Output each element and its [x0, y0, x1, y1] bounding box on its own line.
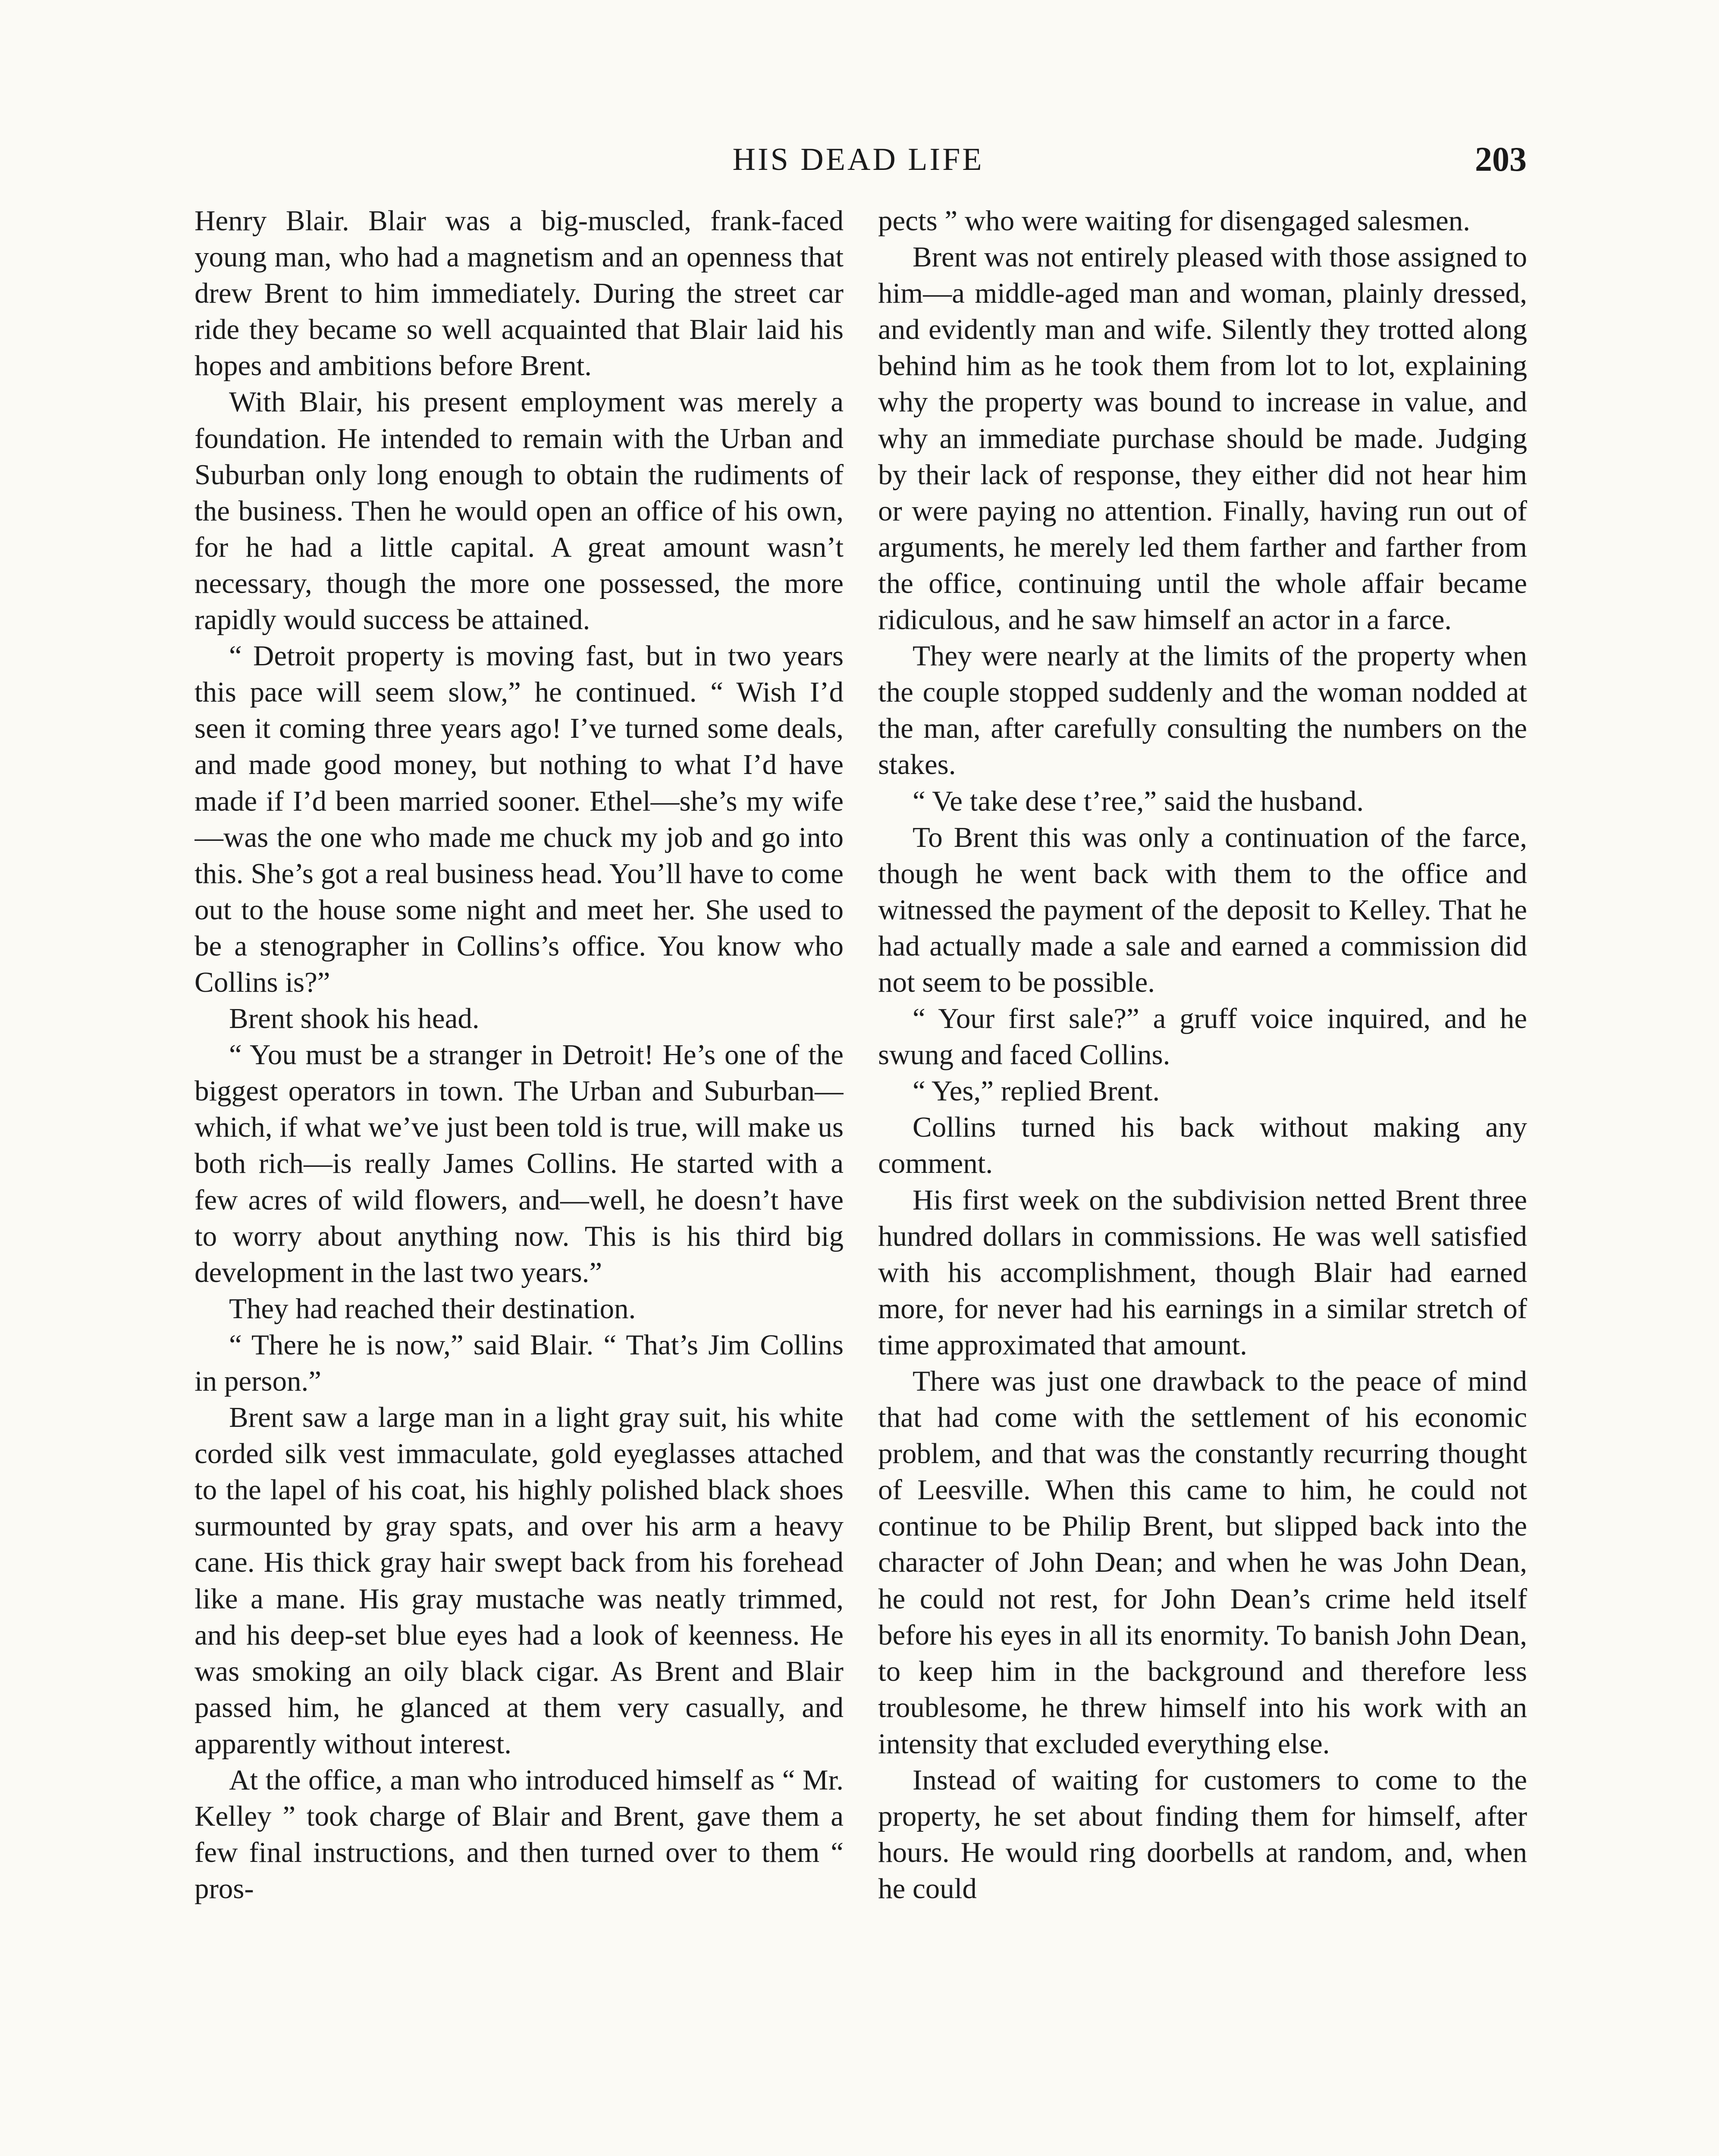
paragraph: “ Yes,” replied Brent. [913, 1075, 1160, 1107]
paragraph: Brent saw a large man in a light gray suit, his white corded silk vest immaculate, gold eyeglasses attached to the lapel of his coat, his highly polished black shoes surmounted by gray spats, and over his arm a heavy cane. His thick gray hair swept back from his forehead like a mane. His gray mustache was neatly trimmed, and his deep-set blue eyes had a look of keenness. He was smoking an oily black cigar. As Brent and Blair passed him, he glanced at them very casually, and apparently without interest. [194, 1401, 844, 1760]
paragraph: They had reached their destination. [229, 1292, 636, 1325]
running-head [190, 138, 1527, 185]
paragraph: “ Detroit property is moving fast, but in two years this pace will seem slow,” he continued. “ Wish I’d seen it coming three years ago! I’ve turned some deals, and made good money, but nothing to what I’d have made if I’d been married sooner. Ethel—she’s my wife—was the one who made me chuck my job and go into this. She’s got a real business head. You’ll have to come out to the house some night and meet her. She used to be a stenographer in Collins’s office. You know who Collins is?” [194, 640, 844, 998]
right-column [878, 203, 1527, 2156]
paragraph: There was just one drawback to the peace of mind that had come with the settlement of his economic problem, and that was the constantly recurring thought of Leesville. When this came to him, he could not continue to be Philip Brent, but slipped back into the character of John Dean; and when he was John Dean, he could not rest, for John Dean’s crime held itself before his eyes in all its enormity. To banish John Dean, to keep him in the background and therefore less troublesome, he threw himself into his work with an intensity that excluded everything else. [878, 1365, 1527, 1760]
page-number: 203 [1475, 141, 1527, 179]
left-column [194, 203, 844, 2156]
paragraph: Brent shook his head. [229, 1003, 480, 1035]
paragraph: “ There he is now,” said Blair. “ That’s Jim Collins in person.” [194, 1329, 844, 1397]
paragraph: Brent was not entirely pleased with those assigned to him—a middle-aged man and woman, plainly dressed, and evidently man and wife. Silently they trotted along behind him as he took them from lot to lot, explaining why the property was bound to increase in value, and why an immediate purchase should be made. Judging by their lack of response, they either did not hear him or were paying no attention. Finally, having run out of arguments, he merely led them farther and farther from the office, continuing until the whole affair became ridiculous, and he saw himself an actor in a farce. [878, 241, 1527, 636]
paragraph: His first week on the subdivision netted Brent three hundred dollars in commissions. He was well satisfied with his accomplishment, though Blair had earned more, for never had his earnings in a similar stretch of time approximated that amount. [878, 1184, 1527, 1361]
paragraph: They were nearly at the limits of the property when the couple stopped suddenly and the woman nodded at the man, after carefully consulting the numbers on the stakes. [878, 640, 1527, 781]
paragraph: To Brent this was only a continuation of the farce, though he went back with them to the office and witnessed the payment of the deposit to Kelley. That he had actually made a sale and earned a commission did not seem to be possible. [878, 821, 1527, 998]
paragraph: At the office, a man who introduced himself as “ Mr. Kelley ” took charge of Blair and Brent, gave them a few final instructions, and then turned over to them “ pros- [194, 1764, 844, 1905]
paragraph: Instead of waiting for customers to come to the property, he set about finding them for himself, after hours. He would ring doorbells at random, and, when he could [878, 1764, 1527, 1905]
running-title: HIS DEAD LIFE [732, 142, 984, 177]
paragraph: Henry Blair. Blair was a big-muscled, frank-faced young man, who had a magnetism and an openness that drew Brent to him immediately. During the street car ride they became so well acquainted that Blair laid his hopes and ambitions before Brent. [194, 205, 844, 382]
paragraph: “ You must be a stranger in Detroit! He’s one of the biggest operators in town. The Urban and Suburban—which, if what we’ve just been told is true, will make us both rich—is really James Collins. He started with a few acres of wild flowers, and—well, he doesn’t have to worry about anything now. This is his third big development in the last two years.” [194, 1039, 844, 1288]
paragraph: pects ” who were waiting for disengaged salesmen. [878, 205, 1471, 237]
paragraph: With Blair, his present employment was merely a foundation. He intended to remain with the Urban and Suburban only long enough to obtain the rudiments of the business. Then he would open an office of his own, for he had a little capital. A great amount wasn’t necessary, though the more one possessed, the more rapidly would success be attained. [194, 386, 844, 636]
paragraph: “ Your first sale?” a gruff voice inquired, and he swung and faced Collins. [878, 1003, 1527, 1071]
paragraph: Collins turned his back without making any comment. [878, 1111, 1527, 1180]
paragraph: “ Ve take dese t’ree,” said the husband. [913, 785, 1364, 817]
